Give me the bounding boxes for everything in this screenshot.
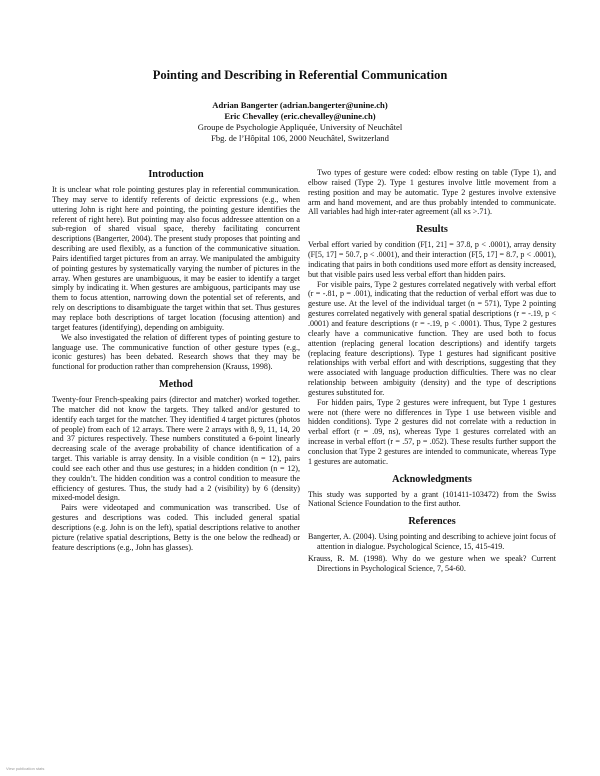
intro-heading: Introduction <box>148 169 204 180</box>
results-paragraph-1: Verbal effort varied by condition (F[1, 21] = 37.8, p < .0001), array density (F[5, 17] = 50.7, p < .0001), and their interaction (F[5, 17] = 8.7, p < .0001), indicating that pairs in both conditions used more effort as density increased, but that visible pairs used less verbal effort than hidden pairs. <box>308 240 556 279</box>
author-2: Eric Chevalley (eric.chevalley@unine.ch) <box>224 111 376 121</box>
results-heading: Results <box>416 224 448 236</box>
affiliation-line-2: Fbg. de l’Hôpital 106, 2000 Neuchâtel, Switzerland <box>211 133 389 143</box>
footer-link[interactable]: View publication stats <box>6 766 45 771</box>
references-heading: References <box>408 516 456 528</box>
results-paragraph-3: For hidden pairs, Type 2 gestures were infrequent, but Type 1 gestures were not (there were no differences in Type 1 use between visible and hidden conditions). Type 2 gestures did not correlate with a reduction in verbal effort (r = .09, ns), whereas Type 1 gestures correlated with an increase in verbal effort (r = .57, p = .052). These results further support the conclusion that Type 2 gestures are intended to communicate, whereas Type 1 gestures are automatic. <box>308 397 556 466</box>
reference-item: Bangerter, A. (2004). Using pointing and describing to achieve joint focus of attention in dialogue. Psychological Science, 15, 415-419. <box>308 532 556 552</box>
reference-item: Krauss, R. M. (1998). Why do we gesture when we speak? Current Directions in Psychological Science, 7, 54-60. <box>308 554 556 573</box>
acknowledgments-heading: Acknowledgments <box>392 473 472 485</box>
right-column <box>308 168 556 576</box>
method-heading: Method <box>159 379 193 391</box>
intro-paragraph-1: It is unclear what role pointing gestures play in referential communication. They may serve to identify referents of deictic expressions (e.g., when uttering John is right here and pointing, the pointing gesture identifies the referent of right here). But pointing may also focus addressee attention on a sub-region of shared visual space, thereby facilitating concurrent descriptions (Bangerter, 2004). The present study proposes that pointing and describing are used flexibly, as a function of the communicative situation. Pairs identified target pictures from an array. We manipulated the ambiguity of pointing gestures by systematically varying the number of pictures in the array. When gestures are unambiguous, it may be easier to identify a target simply by indicating it. When gestures are ambiguous, participants may use them to focus attention, narrowing down the potential set of referents, and rely on descriptions to disambiguate the target within that set. Thus gestures may replace both descriptions of target location (focusing attention) and target features (identifying), depending on ambiguity. <box>52 185 300 332</box>
paper-title: Pointing and Describing in Referential Communication <box>152 68 448 82</box>
reference-list <box>308 532 556 573</box>
author-1: Adrian Bangerter (adrian.bangerter@unine.ch) <box>212 100 388 110</box>
method-paragraph-1: Twenty-four French-speaking pairs (director and matcher) worked together. The matcher did not know the targets. They talked and/or gestured to identify each target for the matcher. They identified 4 target pictures (photos of people) from each of 12 arrays. There were 2 arrays with 8, 9, 11, 14, 20 and 37 pictures respectively. These numbers constituted a 6-point linearly decreasing scale of the average probability of chance identification of a target. This variable is array density. In a visible condition (n = 12), pairs could see each other and thus use gestures; in a hidden condition (n = 12), they couldn’t. The hidden condition was a control condition to measure the efficiency of gestures. Thus, the study had a 2 (visibility) by 6 (density) mixed-model design. <box>52 395 300 503</box>
left-column <box>52 168 300 553</box>
method-paragraph-2: Pairs were videotaped and communication was transcribed. Use of gestures and descriptions was coded. This included general spatial descriptions (e.g. John is on the left), spatial descriptions relative to another picture (relative spatial descriptions, Betty is the one below the redhead) or feature descriptions (e.g., John has glasses). <box>52 503 300 552</box>
author-block <box>0 100 600 144</box>
gesture-types-paragraph: Two types of gesture were coded: elbow resting on table (Type 1), and elbow raised (Type 2). Type 1 gestures involve little movement from a resting position and may be automatic. Type 2 gestures involve extensive arm and hand movement, and are thus probably intended to communicate. All variables had high inter-rater agreement (all κs >.71). <box>308 168 556 217</box>
results-paragraph-2: For visible pairs, Type 2 gestures correlated negatively with verbal effort (r = -.81, p = .001), indicating that the reduction of verbal effort was due to gesture use. At the level of the individual target (n = 571), Type 2 pointing gestures correlated negatively with general spatial descriptions (r = -.19, p < .0001) and feature descriptions (r = -.19, p < .0001). Thus, Type 2 gestures clearly have a communicative function. They are used both to focus attention (replacing general location descriptions) and identify targets (replacing feature descriptions). Type 1 gestures had significant positive relationships with verbal effort and with descriptions, suggesting that they were associated with language production difficulties. There was no clear relationship between ambiguity (density) and the type of descriptions gestures substituted for. <box>308 279 556 397</box>
affiliation-line-1: Groupe de Psychologie Appliquée, University of Neuchâtel <box>197 122 403 132</box>
acknowledgments-paragraph: This study was supported by a grant (101411-103472) from the Swiss National Science Foundation to the first author. <box>308 489 556 509</box>
intro-paragraph-2: We also investigated the relation of different types of pointing gesture to language use. The communicative function of other gesture types (e.g., iconic gestures) has been debated. Research shows that they may be functional for production rather than comprehension (Krauss, 1998). <box>52 332 300 372</box>
